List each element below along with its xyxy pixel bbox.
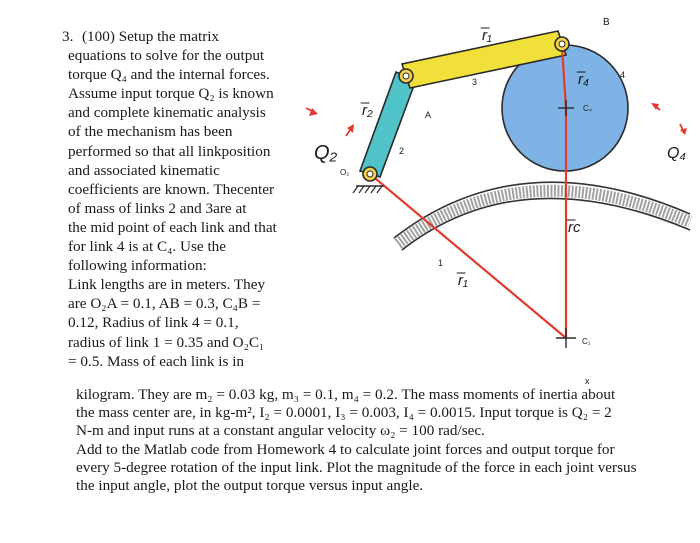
left-text-line: (100) Setup the matrix bbox=[82, 28, 220, 45]
label-Q4: Q₄ bbox=[667, 145, 686, 162]
label-r1-top: r̅₁ bbox=[482, 27, 492, 44]
left-text-line: and complete kinematic analysis bbox=[68, 104, 266, 122]
left-text-line: performed so that all linkposition bbox=[68, 142, 271, 160]
left-text-line: of mass of links 2 and 3are at bbox=[68, 199, 247, 217]
label-r2: r̅₂ bbox=[362, 102, 373, 119]
left-text-line: 0.12, Radius of link 4 = 0.1, bbox=[68, 314, 239, 332]
label-link3: 3 bbox=[472, 77, 478, 87]
label-C4: C₄ bbox=[583, 104, 593, 113]
label-link1: 1 bbox=[438, 258, 444, 268]
left-text-line: and associated kinematic bbox=[68, 161, 220, 179]
label-Q2: Q₂ bbox=[314, 142, 338, 164]
link1-arc bbox=[394, 182, 690, 250]
full-text-line: N-m and input runs at a constant angular velocity ω₂ = 100 rad/sec. bbox=[76, 422, 485, 440]
left-text-line: = 0.5. Mass of each link is in bbox=[68, 352, 245, 370]
left-text-line: of the mechanism has been bbox=[68, 123, 233, 141]
left-text-line: equations to solve for the output bbox=[68, 47, 265, 65]
left-text-line: coefficients are known. Thecenter bbox=[68, 180, 275, 198]
torque-Q2-arrows bbox=[306, 108, 354, 136]
problem-full-paragraph bbox=[76, 385, 688, 494]
left-text-line: torque Q₄ and the internal forces. bbox=[68, 66, 270, 84]
left-text-line: radius of link 1 = 0.35 and O₂C₁ bbox=[68, 333, 265, 351]
full-text-line: the mass center are, in kg-m², I₂ = 0.0001, I₃ = 0.003, I₄ = 0.0015. Input torque is Q₂ = 2 bbox=[76, 404, 612, 422]
label-C1: C₁ bbox=[582, 337, 591, 346]
link2-bar bbox=[360, 72, 416, 177]
left-text-line: following information: bbox=[68, 257, 207, 275]
label-link2: 2 bbox=[399, 146, 405, 156]
label-A: A bbox=[425, 110, 432, 120]
full-text-line: the input angle, plot the output torque versus input angle. bbox=[76, 476, 424, 494]
torque-Q4-arrows bbox=[651, 103, 687, 135]
label-link4: 4 bbox=[620, 70, 626, 80]
label-B: B bbox=[603, 17, 610, 28]
left-text-line: are O₂A = 0.1, AB = 0.3, C₄B = bbox=[68, 295, 261, 313]
full-text-line: Add to the Matlab code from Homework 4 to calculate joint forces and output torque for bbox=[76, 440, 615, 458]
full-text-line: kilogram. They are m₂ = 0.03 kg, m₃ = 0.1, m₄ = 0.2. The mass moments of inertia about bbox=[76, 386, 616, 403]
label-rc: r̅c bbox=[568, 219, 581, 236]
left-text-line: the mid point of each link and that bbox=[68, 218, 277, 236]
label-r1-bottom: r̅₁ bbox=[458, 272, 468, 289]
label-r4: r̅₄ bbox=[578, 71, 590, 88]
problem-left-paragraph bbox=[68, 27, 298, 371]
left-text-line: Link lengths are in meters. They bbox=[68, 276, 266, 294]
label-O2: O₂ bbox=[340, 168, 350, 177]
problem-number: 3. bbox=[62, 28, 74, 45]
left-text-line: Assume input torque Q₂ is known bbox=[68, 85, 274, 103]
label-x: x bbox=[585, 376, 590, 386]
left-text-line: for link 4 is at C₄. Use the bbox=[68, 238, 226, 256]
full-text-line: every 5-degree rotation of the input link. Plot the magnitude of the force in each joint versus bbox=[76, 458, 637, 476]
